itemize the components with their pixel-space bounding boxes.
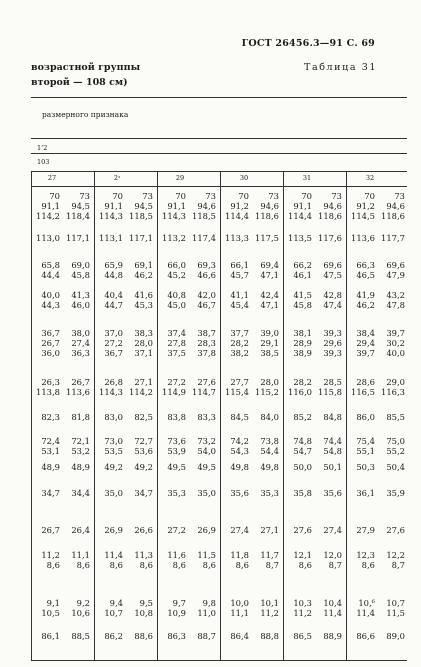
table-cell: 88,6	[134, 631, 153, 641]
table-cell: 69,1 46,2	[134, 260, 153, 280]
table-cell: 40,0 44,3	[41, 290, 60, 310]
table-cell: 10,0 11,1	[230, 598, 249, 618]
table-cell: 117,5	[255, 233, 279, 243]
table-cell: 72,1 53,2	[71, 436, 90, 456]
table-bottom-border	[31, 660, 407, 661]
table-cell: 11,5 8,6	[197, 550, 216, 570]
table-label: Таблица 31	[304, 62, 377, 73]
table-cell: 26,9	[197, 525, 216, 535]
title-line-2: второй — 108 см)	[31, 77, 128, 88]
table-cell: 72,4 53,1	[41, 436, 60, 456]
table-cell: 26,6	[134, 525, 153, 535]
table-cell: 41,3 46,0	[71, 290, 90, 310]
table-cell: 27,1	[260, 525, 279, 535]
table-cell: 34,7	[134, 488, 153, 498]
table-cell: 35,6	[230, 488, 249, 498]
table-cell: 26,8 114,3	[99, 377, 123, 397]
table-cell: 36,1	[356, 488, 375, 498]
table-cell: 9,4 10,7	[104, 598, 123, 618]
table-cell: 69,0 45,8	[71, 260, 90, 280]
table-cell: 73 94,5 118,5	[129, 191, 153, 221]
table-cell: 27,4	[323, 525, 342, 535]
table-cell: 84,5	[230, 412, 249, 422]
table-cell: 82,3	[41, 412, 60, 422]
size-attribute-label: размерного признака	[42, 110, 129, 119]
table-cell: 35,3	[260, 488, 279, 498]
data-table	[31, 186, 409, 660]
table-cell: 11,4 8,6	[104, 550, 123, 570]
table-cell: 37,7 28,2 38,2	[230, 328, 249, 358]
table-cell: 26,7 113,6	[66, 377, 90, 397]
table-cell: 113,5	[288, 233, 312, 243]
table-cell: 43,2 47,8	[386, 290, 405, 310]
table-cell: 65,9 44,8	[104, 260, 123, 280]
table-cell: 72,7 53,6	[134, 436, 153, 456]
table-cell: 27,7 115,4	[225, 377, 249, 397]
table-cell: 27,2	[167, 525, 186, 535]
table-cell: 38,4 29,4 39,7	[356, 328, 375, 358]
table-cell: 70 91,1 114,2	[36, 191, 60, 221]
table-cell: 86,0	[356, 412, 375, 422]
table-cell: 73,0 53,5	[104, 436, 123, 456]
table-cell: 84,0	[260, 412, 279, 422]
table-cell: 11,7 8,7	[260, 550, 279, 570]
table-cell: 9,8 11,0	[197, 598, 216, 618]
table-cell: 70 91,1 114,4	[288, 191, 312, 221]
table-cell: 117,6	[318, 233, 342, 243]
table-cell: 27,2 114,9	[162, 377, 186, 397]
table-cell: 73 94,6 118,5	[192, 191, 216, 221]
table-cell: 117,7	[381, 233, 405, 243]
table-cell: 40,4 44,7	[104, 290, 123, 310]
table-cell: 82,5	[134, 412, 153, 422]
table-cell: 28,6 116,5	[351, 377, 375, 397]
table-cell: 49,2	[104, 462, 123, 472]
table-cell: 11,2 8,6	[41, 550, 60, 570]
table-cell: 69,4 47,1	[260, 260, 279, 280]
table-cell: 10,⁶ 11,4	[356, 598, 375, 618]
table-cell: 29,0 116,3	[381, 377, 405, 397]
table-cell: 73,2 54,0	[197, 436, 216, 456]
table-cell: 84,8	[323, 412, 342, 422]
table-cell: 73,8 54,4	[260, 436, 279, 456]
table-cell: 26,4	[71, 525, 90, 535]
table-cell: 42,8 47,4	[323, 290, 342, 310]
table-cell: 11,6 8,6	[167, 550, 186, 570]
table-cell: 9,7 10,9	[167, 598, 186, 618]
table-cell: 117,1	[66, 233, 90, 243]
table-cell: 42,0 46,7	[197, 290, 216, 310]
table-cell: 9,5 10,8	[134, 598, 153, 618]
table-cell: 85,5	[386, 412, 405, 422]
table-cell: 41,5 45,8	[293, 290, 312, 310]
table-cell: 38,7 28,3 37,8	[197, 328, 216, 358]
table-cell: 35,3	[167, 488, 186, 498]
table-cell: 9,1 10,5	[41, 598, 60, 618]
table-cell: 69,6 47,5	[323, 260, 342, 280]
table-cell: 85,2	[293, 412, 312, 422]
table-cell: 113,2	[162, 233, 186, 243]
table-cell: 88,8	[260, 631, 279, 641]
table-cell: 50,1	[323, 462, 342, 472]
table-cell: 50,4	[386, 462, 405, 472]
table-cell: 83,3	[197, 412, 216, 422]
table-cell: 49,5	[167, 462, 186, 472]
table-cell: 11,3 8,6	[134, 550, 153, 570]
table-cell: 27,9	[356, 525, 375, 535]
table-cell: 9,2 10,6	[71, 598, 90, 618]
table-cell: 75,0 55,2	[386, 436, 405, 456]
table-cell: 86,5	[293, 631, 312, 641]
table-cell: 73 94,5 118,4	[66, 191, 90, 221]
row-label-2: 103	[37, 158, 50, 166]
table-cell: 70 91,2 114,4	[225, 191, 249, 221]
table-cell: 37,0 27,2 36,7	[104, 328, 123, 358]
table-title	[31, 60, 140, 90]
table-cell: 86,4	[230, 631, 249, 641]
table-cell: 73 94,6 118,6	[318, 191, 342, 221]
table-cell: 88,9	[323, 631, 342, 641]
table-cell: 66,3 46,5	[356, 260, 375, 280]
column-header: 2ᶟ	[113, 174, 121, 182]
column-header: 32	[365, 174, 375, 182]
table-cell: 113,3	[225, 233, 249, 243]
table-cell: 28,0 115,2	[255, 377, 279, 397]
table-cell: 38,3 28,0 37,1	[134, 328, 153, 358]
table-cell: 70 91,2 114,5	[351, 191, 375, 221]
table-cell: 69,3 46,6	[197, 260, 216, 280]
table-cell: 70 91,1 114,3	[99, 191, 123, 221]
table-cell: 113,1	[99, 233, 123, 243]
table-cell: 49,5	[197, 462, 216, 472]
table-cell: 35,6	[323, 488, 342, 498]
table-cell: 50,0	[293, 462, 312, 472]
column-header: 31	[302, 174, 312, 182]
table-cell: 83,0	[104, 412, 123, 422]
table-cell: 73 94,6 118,6	[381, 191, 405, 221]
table-cell: 113,6	[351, 233, 375, 243]
table-cell: 48,9	[41, 462, 60, 472]
table-cell: 66,1 45,7	[230, 260, 249, 280]
table-cell: 86,6	[356, 631, 375, 641]
table-cell: 28,2 116,0	[288, 377, 312, 397]
table-cell: 88,7	[197, 631, 216, 641]
table-cell: 113,0	[36, 233, 60, 243]
table-cell: 81,8	[71, 412, 90, 422]
table-cell: 66,0 45,2	[167, 260, 186, 280]
table-cell: 49,2	[134, 462, 153, 472]
table-cell: 38,1 28,9 38,9	[293, 328, 312, 358]
table-cell: 75,4 55,1	[356, 436, 375, 456]
table-cell: 12,0 8,7	[323, 550, 342, 570]
table-cell: 39,3 29,6 39,3	[323, 328, 342, 358]
table-cell: 86,3	[167, 631, 186, 641]
column-header: 27	[47, 174, 57, 182]
table-cell: 27,6	[293, 525, 312, 535]
table-cell: 35,8	[293, 488, 312, 498]
table-cell: 10,3 11,2	[293, 598, 312, 618]
table-cell: 10,7 11,5	[386, 598, 405, 618]
table-cell: 27,6	[386, 525, 405, 535]
table-cell: 40,8 45,0	[167, 290, 186, 310]
table-cell: 35,0	[197, 488, 216, 498]
table-cell: 42,4 47,1	[260, 290, 279, 310]
table-cell: 86,1	[41, 631, 60, 641]
table-cell: 50,3	[356, 462, 375, 472]
table-cell: 11,1 8,6	[71, 550, 90, 570]
table-cell: 27,6 114,7	[192, 377, 216, 397]
table-cell: 38,0 27,4 36,3	[71, 328, 90, 358]
table-cell: 65,8 44,4	[41, 260, 60, 280]
title-line-1: возрастной группы	[31, 62, 141, 73]
table-cell: 12,2 8,7	[386, 550, 405, 570]
table-cell: 41,1 45,4	[230, 290, 249, 310]
table-cell: 26,9	[104, 525, 123, 535]
table-cell: 49,8	[230, 462, 249, 472]
table-cell: 10,1 11,2	[260, 598, 279, 618]
table-cell: 26,7	[41, 525, 60, 535]
table-cell: 69,6 47,9	[386, 260, 405, 280]
table-cell: 37,4 27,8 37,5	[167, 328, 186, 358]
divider	[31, 153, 407, 154]
table-cell: 27,4	[230, 525, 249, 535]
table-top-border	[31, 97, 407, 98]
divider	[31, 138, 407, 139]
table-cell: 74,8 54,7	[293, 436, 312, 456]
table-cell: 66,2 46,1	[293, 260, 312, 280]
row-label-1: 1’2	[37, 144, 48, 152]
table-cell: 27,1 114,2	[129, 377, 153, 397]
column-header: 29	[175, 174, 185, 182]
table-cell: 26,3 113,8	[36, 377, 60, 397]
table-cell: 12,1 8,6	[293, 550, 312, 570]
table-cell: 73 94,6 118,6	[255, 191, 279, 221]
table-cell: 34,4	[71, 488, 90, 498]
table-cell: 36,7 26,7 36,0	[41, 328, 60, 358]
table-cell: 73,6 53,9	[167, 436, 186, 456]
table-cell: 89,0	[386, 631, 405, 641]
table-cell: 35,0	[104, 488, 123, 498]
table-cell: 41,6 45,3	[134, 290, 153, 310]
table-cell: 70 91,1 114,3	[162, 191, 186, 221]
table-cell: 34,7	[41, 488, 60, 498]
table-cell: 117,4	[192, 233, 216, 243]
table-cell: 11,8 8,6	[230, 550, 249, 570]
table-cell: 41,9 46,2	[356, 290, 375, 310]
column-header: 30	[239, 174, 249, 182]
table-cell: 39,0 29,1 38,5	[260, 328, 279, 358]
table-cell: 35,9	[386, 488, 405, 498]
table-cell: 83,8	[167, 412, 186, 422]
table-cell: 39,7 30,2 40,0	[386, 328, 405, 358]
table-cell: 49,8	[260, 462, 279, 472]
page-number: ГОСТ 26456.3—91 С. 69	[241, 38, 375, 49]
table-cell: 88,5	[71, 631, 90, 641]
table-cell: 117,1	[129, 233, 153, 243]
table-cell: 74,2 54,3	[230, 436, 249, 456]
table-cell: 48,9	[71, 462, 90, 472]
table-cell: 74,4 54,8	[323, 436, 342, 456]
table-cell: 12,3 8,6	[356, 550, 375, 570]
table-cell: 86,2	[104, 631, 123, 641]
table-cell: 10,4 11,4	[323, 598, 342, 618]
table-cell: 28,5 115,8	[318, 377, 342, 397]
